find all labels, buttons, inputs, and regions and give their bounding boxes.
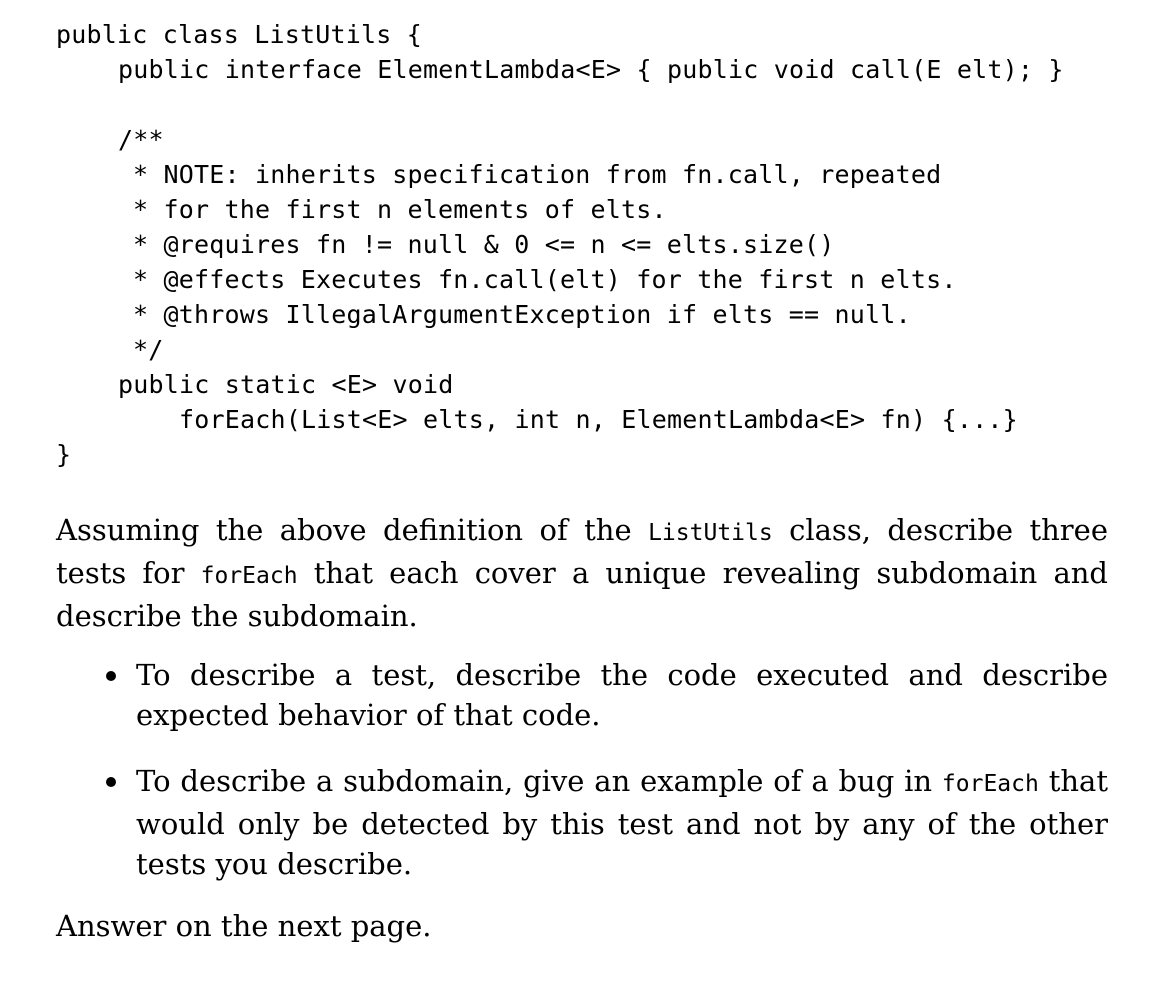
question-text: class, describe three tests for [56, 513, 1108, 590]
code-line: forEach(List<E> elts, int n, ElementLambda<E> fn) {...} [179, 405, 1018, 434]
code-line: public static <E> void [118, 370, 454, 399]
code-line: */ [133, 335, 164, 364]
code-line: } [56, 440, 72, 469]
bullet-text-part: that would only be detected by this test and not by any of the other tests you describe. [136, 764, 1108, 881]
question-text: that each cover a unique revealing subdomain and describe the subdomain. [56, 556, 1108, 633]
method-name-code: forEach [200, 563, 298, 589]
code-line: * @effects Executes fn.call(elt) for the first n elts. [133, 265, 957, 294]
bullet-text-part: To describe a subdomain, give an example of a bug in [136, 764, 942, 798]
class-name-code: ListUtils [648, 520, 773, 546]
bullet-icon [106, 671, 116, 681]
bullet-text: To describe a test, describe the code executed and describe expected behavior of that code. [136, 658, 1108, 732]
bullet-text [136, 761, 1108, 884]
footer-note: Answer on the next page. [56, 909, 432, 943]
code-line: public class ListUtils { [56, 20, 423, 49]
question-paragraph [56, 510, 1108, 636]
code-line: * @throws IllegalArgumentException if elts == null. [133, 300, 911, 329]
method-name-code: forEach [941, 771, 1039, 797]
code-line: * NOTE: inherits specification from fn.call, repeated [133, 160, 942, 189]
question-text: Assuming the above definition of the [56, 513, 649, 547]
code-line: * @requires fn != null & 0 <= n <= elts.size() [133, 230, 835, 259]
code-line: /** [118, 125, 164, 154]
code-line: public interface ElementLambda<E> { public void call(E elt); } [118, 55, 1064, 84]
bullet-icon [106, 777, 116, 787]
code-line: * for the first n elements of elts. [133, 195, 667, 224]
